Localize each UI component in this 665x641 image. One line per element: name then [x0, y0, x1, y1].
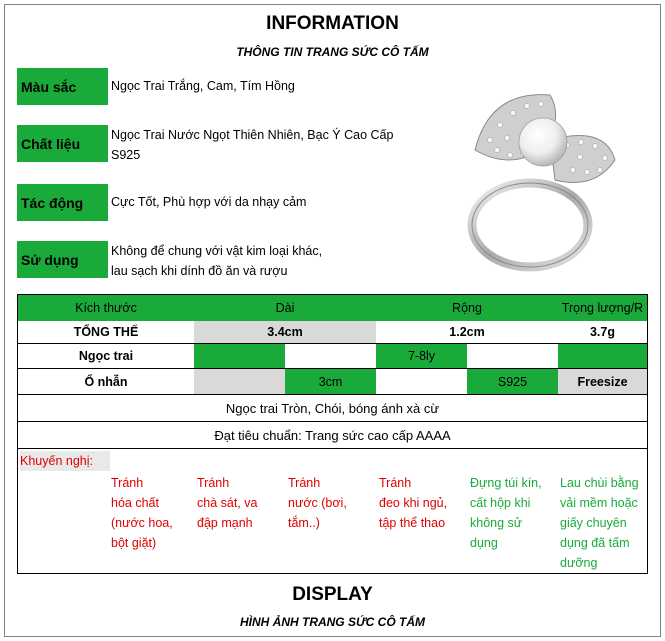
ring-label: Ổ nhẫn — [18, 369, 194, 394]
recommend-friction: Tránh chà sát, va đập mạnh — [197, 476, 258, 530]
pearl-size: 7-8ly — [376, 344, 467, 368]
pearl-cell-1 — [194, 344, 285, 368]
spec-label-material: Chất liệu — [17, 125, 108, 162]
page-title: INFORMATION — [266, 13, 399, 34]
header-size: Kích thước — [18, 295, 194, 321]
ring-length: 3cm — [285, 369, 376, 394]
pearl-cell-4 — [467, 344, 558, 368]
size-table — [17, 294, 648, 574]
header-width: Rộng — [376, 295, 558, 321]
pearl-cell-2 — [285, 344, 376, 368]
page-subtitle: THÔNG TIN TRANG SỨC CÔ TẤM — [236, 45, 429, 59]
spec-value-effect: Cực Tốt, Phù hợp với da nhạy cảm — [111, 195, 307, 209]
recommend-cleaning: Lau chùi bằng vải mềm hoặc giấy chuyên dụng đã tấm dưỡng — [560, 476, 639, 570]
header-weight: Trọng lượng/R — [558, 295, 647, 321]
note-standard: Đạt tiêu chuẩn: Trang sức cao cấp AAAA — [18, 422, 647, 448]
header-length: Dài — [194, 295, 376, 321]
spec-value-usage: Không để chung với vật kim loại khác, lau sạch khi dính đồ ăn và rượu — [111, 244, 323, 278]
ring-size: Freesize — [558, 369, 647, 394]
ring-cell-1 — [194, 369, 285, 394]
ring-cell-3 — [376, 369, 467, 394]
pearl-cell-5 — [558, 344, 647, 368]
recommend-chemicals: Tránh hóa chất (nước hoa, bột giặt) — [111, 476, 173, 550]
total-width: 1.2cm — [376, 321, 558, 343]
note-pearl-quality: Ngọc trai Tròn, Chói, bóng ánh xà cừ — [18, 395, 647, 421]
total-label: TỔNG THỂ — [18, 321, 194, 343]
display-title: DISPLAY — [292, 584, 373, 605]
total-length: 3.4cm — [194, 321, 376, 343]
pearl-label: Ngọc trai — [18, 344, 194, 368]
recommend-water: Tránh nước (bơi, tắm..) — [288, 476, 347, 530]
ring-material: S925 — [467, 369, 558, 394]
recommend-storage: Đựng túi kín, cất hộp khi không sử dụng — [470, 476, 542, 550]
spec-label-usage: Sử dụng — [17, 241, 108, 278]
spec-value-material: Ngọc Trai Nước Ngọt Thiên Nhiên, Bạc Ý Cao Cấp S925 — [111, 128, 394, 162]
spec-label-effect: Tác động — [17, 184, 108, 221]
total-weight: 3.7g — [558, 321, 647, 343]
recommend-sleep: Tránh đeo khi ngủ, tập thể thao — [379, 476, 448, 530]
pearl-ring-image — [455, 80, 645, 280]
spec-label-color: Màu sắc — [17, 68, 108, 105]
recommend-label: Khuyến nghị: — [20, 451, 110, 471]
display-subtitle: HÌNH ẢNH TRANG SỨC CÔ TẤM — [239, 615, 426, 629]
spec-value-color: Ngọc Trai Trắng, Cam, Tím Hồng — [111, 79, 295, 93]
